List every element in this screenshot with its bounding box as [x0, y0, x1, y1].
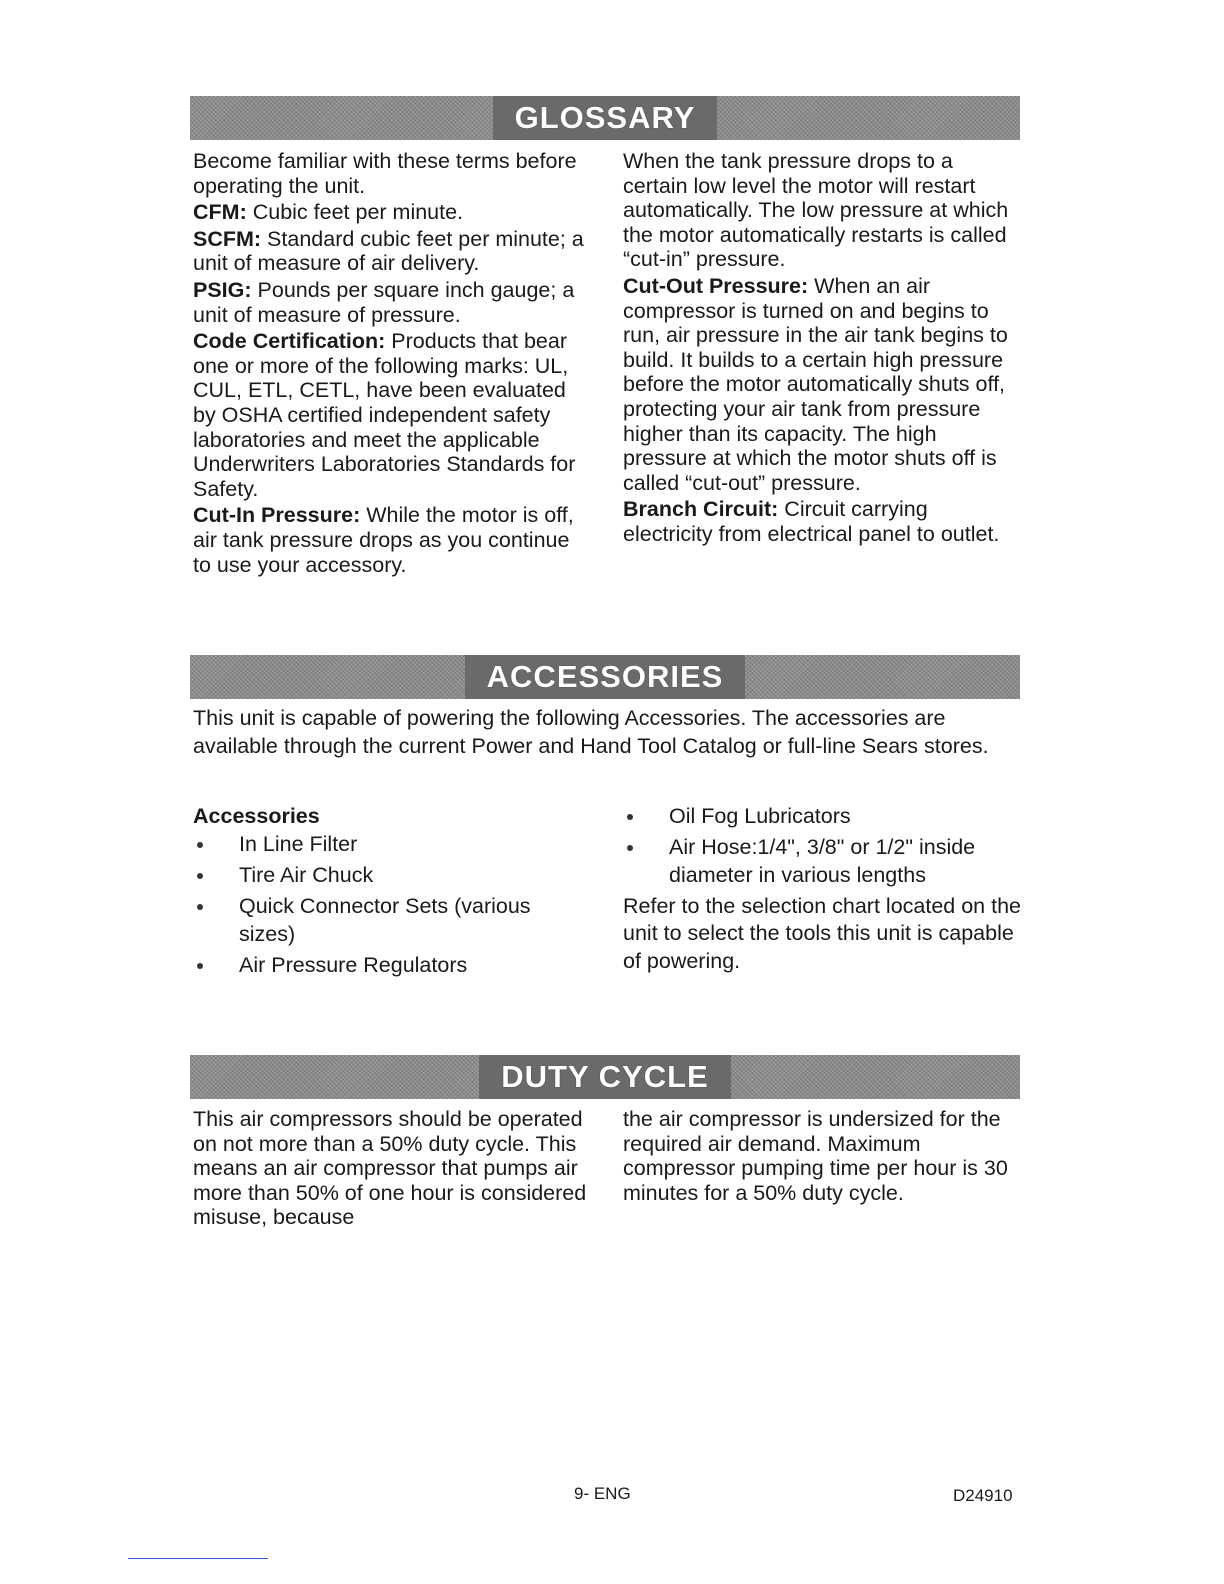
definition-cut-in: While the motor is off, air tank pressure drops as you continue to use your accessory. — [193, 503, 574, 577]
page-number: 9- ENG — [574, 1484, 631, 1503]
accessories-right-column — [623, 803, 1023, 977]
glossary-right-column — [623, 149, 1023, 549]
bottom-rule — [128, 1558, 268, 1559]
list-item — [193, 831, 593, 859]
term-cfm: CFM: — [193, 200, 247, 225]
bullet-icon — [197, 842, 203, 848]
glossary-entry-branch-circuit — [623, 497, 1023, 546]
glossary-entry-cut-in — [193, 503, 588, 577]
definition-psig: Pounds per square inch gauge; a unit of measure of pressure. — [193, 277, 575, 327]
accessories-list-left — [193, 831, 593, 979]
term-scfm: SCFM: — [193, 226, 262, 251]
list-item — [193, 862, 593, 890]
list-item — [193, 893, 593, 948]
glossary-entry-cut-out — [623, 274, 1023, 495]
duty-cycle-left-column — [193, 1107, 593, 1232]
list-item-text: Air Pressure Regulators — [239, 952, 468, 977]
accessories-left-column — [193, 803, 593, 983]
accessories-title: ACCESSORIES — [465, 655, 746, 699]
definition-cfm: Cubic feet per minute. — [246, 200, 464, 225]
list-item — [623, 834, 1023, 889]
term-psig: PSIG: — [193, 277, 252, 302]
glossary-entry-psig — [193, 278, 588, 327]
definition-code-certification: Products that bear one or more of the following marks: UL, CUL, ETL, CETL, have been evaluated by OSHA certified independent safety laboratories and meet the applicable Underwriters Laboratories Standards for Safety. — [193, 329, 576, 501]
list-item-text: Oil Fog Lubricators — [669, 804, 851, 828]
duty-cycle-right-column — [623, 1107, 1023, 1207]
glossary-title: GLOSSARY — [493, 96, 718, 140]
duty-cycle-text-right: the air compressor is undersized for the required air demand. Maximum compressor pumping time per hour is 30 minutes for a 50% duty cycle. — [623, 1107, 1008, 1205]
list-item-text: Tire Air Chuck — [239, 863, 374, 887]
bullet-icon — [197, 873, 203, 879]
accessories-list-right — [623, 803, 1023, 889]
list-item — [623, 803, 1023, 831]
accessories-list-heading: Accessories — [193, 804, 320, 828]
glossary-entry-cfm — [193, 200, 588, 225]
document-code: D24910 — [953, 1486, 1013, 1505]
accessories-refer-text: Refer to the selection chart located on the unit to select the tools this unit is capable of powering. — [623, 893, 1021, 973]
duty-cycle-title: DUTY CYCLE — [479, 1055, 731, 1099]
glossary-banner — [190, 96, 1020, 140]
term-branch-circuit: Branch Circuit: — [623, 497, 779, 522]
glossary-entry-code-certification — [193, 329, 588, 501]
glossary-left-column — [193, 149, 588, 579]
definition-cut-out: When an air compressor is turned on and begins to run, air pressure in the air tank begins to build. It builds to a certain high pressure before the motor automatically shuts off, protecting your air tank from pressure higher than its capacity. The high pressure at which the motor shuts off is called “cut-out” pressure. — [623, 273, 1008, 495]
glossary-entry-scfm — [193, 227, 588, 276]
duty-cycle-text-left: This air compressors should be operated on not more than a 50% duty cycle. This means an air compressor that pumps air more than 50% of one hour is considered misuse, because — [193, 1107, 587, 1230]
definition-scfm: Standard cubic feet per minute; a unit of measure of air delivery. — [193, 226, 584, 276]
accessories-intro: This unit is capable of powering the following Accessories. The accessories are available through the current Power and Hand Tool Catalog or full-line Sears stores. — [193, 706, 989, 758]
term-cut-in: Cut-In Pressure: — [193, 503, 361, 528]
accessories-banner — [190, 655, 1020, 699]
bullet-icon — [197, 963, 203, 969]
duty-cycle-banner — [190, 1055, 1020, 1099]
definition-branch-circuit: Circuit carrying electricity from electrical panel to outlet. — [623, 497, 1000, 546]
term-cut-out: Cut-Out Pressure: — [623, 273, 809, 298]
glossary-cut-in-continued: When the tank pressure drops to a certain low level the motor will restart automatically. The low pressure at which the motor automatically restarts is called “cut-in” pressure. — [623, 149, 1009, 272]
bullet-icon — [627, 845, 633, 851]
bullet-icon — [627, 814, 633, 820]
bullet-icon — [197, 904, 203, 910]
list-item — [193, 952, 593, 980]
glossary-intro: Become familiar with these terms before operating the unit. — [193, 149, 577, 198]
list-item-text: In Line Filter — [239, 832, 358, 856]
list-item-text: Air Hose:1/4", 3/8" or 1/2" inside diameter in various lengths — [669, 835, 976, 887]
term-code-certification: Code Certification: — [193, 329, 386, 354]
list-item-text: Quick Connector Sets (various sizes) — [239, 894, 531, 946]
